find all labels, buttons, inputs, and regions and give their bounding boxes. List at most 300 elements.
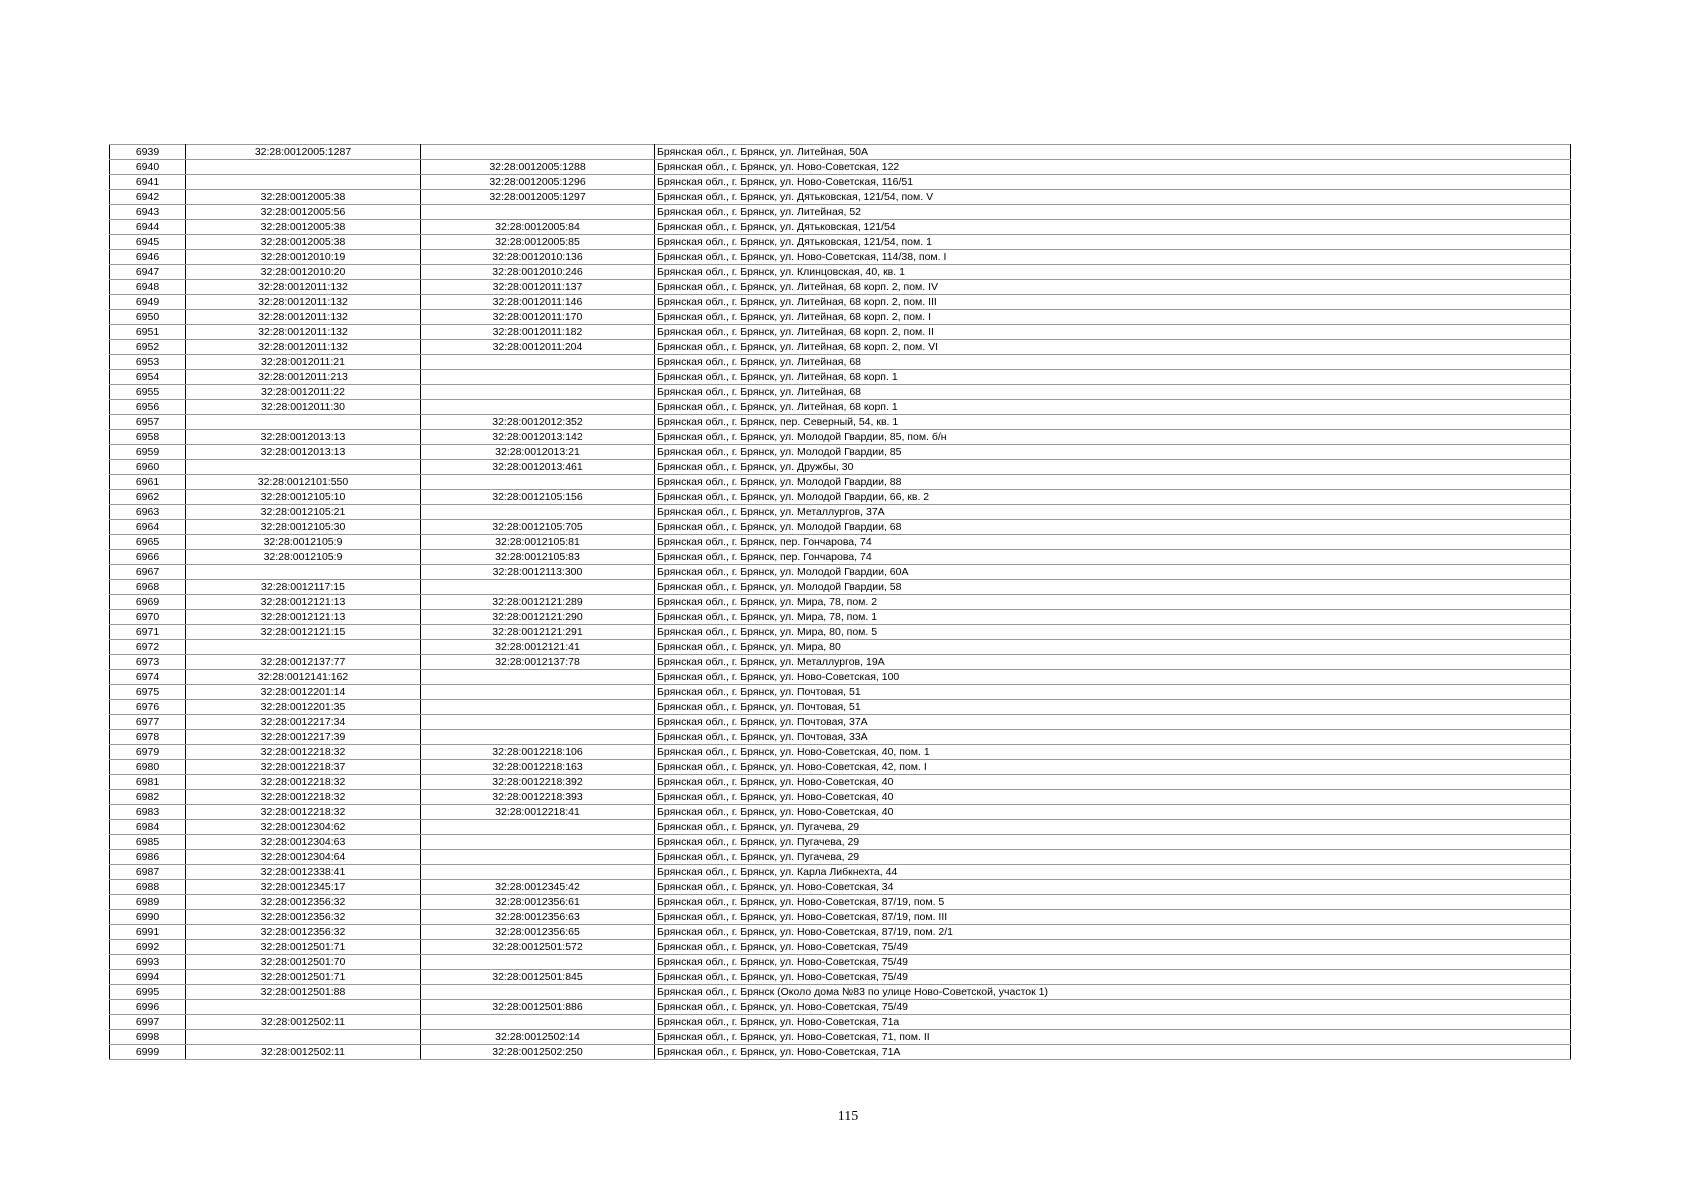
row-number-cell: 6987	[110, 865, 186, 880]
address-cell: Брянская обл., г. Брянск, ул. Литейная, 52	[655, 205, 1571, 220]
building-number-cell	[421, 865, 655, 880]
address-cell: Брянская обл., г. Брянск, ул. Мира, 78, пом. 1	[655, 610, 1571, 625]
land-parcel-number-cell: 32:28:0012345:17	[186, 880, 421, 895]
address-cell: Брянская обл., г. Брянск, ул. Дятьковская, 121/54	[655, 220, 1571, 235]
address-cell: Брянская обл., г. Брянск, ул. Ново-Советская, 100	[655, 670, 1571, 685]
address-cell: Брянская обл., г. Брянск, пер. Северный, 54, кв. 1	[655, 415, 1571, 430]
address-cell: Брянская обл., г. Брянск, ул. Ново-Советская, 71а	[655, 1015, 1571, 1030]
table-row	[110, 685, 1571, 700]
table-row	[110, 790, 1571, 805]
table-row	[110, 340, 1571, 355]
building-number-cell: 32:28:0012105:705	[421, 520, 655, 535]
row-number-cell: 6957	[110, 415, 186, 430]
building-number-cell	[421, 850, 655, 865]
land-parcel-number-cell: 32:28:0012005:56	[186, 205, 421, 220]
building-number-cell	[421, 700, 655, 715]
address-cell: Брянская обл., г. Брянск, ул. Литейная, 50А	[655, 145, 1571, 160]
row-number-cell: 6967	[110, 565, 186, 580]
table-row	[110, 850, 1571, 865]
row-number-cell: 6947	[110, 265, 186, 280]
address-cell: Брянская обл., г. Брянск, ул. Литейная, 68	[655, 385, 1571, 400]
table-row	[110, 760, 1571, 775]
row-number-cell: 6951	[110, 325, 186, 340]
address-cell: Брянская обл., г. Брянск, ул. Пугачева, 29	[655, 835, 1571, 850]
table-row	[110, 505, 1571, 520]
address-cell: Брянская обл., г. Брянск, ул. Ново-Советская, 40	[655, 790, 1571, 805]
table-row	[110, 865, 1571, 880]
building-number-cell: 32:28:0012005:1296	[421, 175, 655, 190]
land-parcel-number-cell: 32:28:0012105:9	[186, 550, 421, 565]
address-cell: Брянская обл., г. Брянск, ул. Ново-Советская, 71, пом. II	[655, 1030, 1571, 1045]
address-cell: Брянская обл., г. Брянск, ул. Карла Либкнехта, 44	[655, 865, 1571, 880]
land-parcel-number-cell: 32:28:0012304:63	[186, 835, 421, 850]
table-row	[110, 775, 1571, 790]
table-row	[110, 820, 1571, 835]
table-row	[110, 640, 1571, 655]
building-number-cell: 32:28:0012005:85	[421, 235, 655, 250]
building-number-cell	[421, 715, 655, 730]
building-number-cell: 32:28:0012013:21	[421, 445, 655, 460]
building-number-cell	[421, 670, 655, 685]
building-number-cell	[421, 730, 655, 745]
building-number-cell: 32:28:0012501:845	[421, 970, 655, 985]
table-row	[110, 190, 1571, 205]
building-number-cell	[421, 580, 655, 595]
land-parcel-number-cell: 32:28:0012304:64	[186, 850, 421, 865]
row-number-cell: 6966	[110, 550, 186, 565]
land-parcel-number-cell: 32:28:0012356:32	[186, 925, 421, 940]
row-number-cell: 6986	[110, 850, 186, 865]
land-parcel-number-cell: 32:28:0012011:132	[186, 310, 421, 325]
address-cell: Брянская обл., г. Брянск, ул. Молодой Гвардии, 88	[655, 475, 1571, 490]
address-cell: Брянская обл., г. Брянск, ул. Литейная, 68 корп. 2, пом. III	[655, 295, 1571, 310]
land-parcel-number-cell: 32:28:0012121:13	[186, 610, 421, 625]
building-number-cell: 32:28:0012502:250	[421, 1045, 655, 1060]
table-row	[110, 1045, 1571, 1060]
building-number-cell: 32:28:0012011:182	[421, 325, 655, 340]
table-row	[110, 595, 1571, 610]
table-row	[110, 970, 1571, 985]
table-row	[110, 565, 1571, 580]
registry-table-body	[110, 145, 1571, 1060]
address-cell: Брянская обл., г. Брянск, ул. Литейная, 68	[655, 355, 1571, 370]
address-cell: Брянская обл., г. Брянск, ул. Молодой Гвардии, 66, кв. 2	[655, 490, 1571, 505]
table-row	[110, 145, 1571, 160]
row-number-cell: 6955	[110, 385, 186, 400]
building-number-cell	[421, 1015, 655, 1030]
address-cell: Брянская обл., г. Брянск, ул. Мира, 78, пом. 2	[655, 595, 1571, 610]
land-parcel-number-cell: 32:28:0012217:39	[186, 730, 421, 745]
table-row	[110, 1030, 1571, 1045]
row-number-cell: 6958	[110, 430, 186, 445]
address-cell: Брянская обл., г. Брянск, ул. Клинцовская, 40, кв. 1	[655, 265, 1571, 280]
building-number-cell: 32:28:0012005:1288	[421, 160, 655, 175]
land-parcel-number-cell: 32:28:0012201:14	[186, 685, 421, 700]
land-parcel-number-cell: 32:28:0012011:132	[186, 325, 421, 340]
row-number-cell: 6978	[110, 730, 186, 745]
row-number-cell: 6997	[110, 1015, 186, 1030]
land-parcel-number-cell: 32:28:0012105:30	[186, 520, 421, 535]
table-row	[110, 355, 1571, 370]
table-row	[110, 205, 1571, 220]
row-number-cell: 6939	[110, 145, 186, 160]
address-cell: Брянская обл., г. Брянск, ул. Ново-Советская, 87/19, пом. 2/1	[655, 925, 1571, 940]
land-parcel-number-cell	[186, 175, 421, 190]
building-number-cell: 32:28:0012113:300	[421, 565, 655, 580]
table-row	[110, 370, 1571, 385]
land-parcel-number-cell: 32:28:0012201:35	[186, 700, 421, 715]
row-number-cell: 6946	[110, 250, 186, 265]
land-parcel-number-cell: 32:28:0012011:213	[186, 370, 421, 385]
land-parcel-number-cell	[186, 160, 421, 175]
building-number-cell: 32:28:0012356:65	[421, 925, 655, 940]
row-number-cell: 6992	[110, 940, 186, 955]
table-row	[110, 625, 1571, 640]
address-cell: Брянская обл., г. Брянск, пер. Гончарова, 74	[655, 535, 1571, 550]
table-row	[110, 985, 1571, 1000]
table-row	[110, 835, 1571, 850]
address-cell: Брянская обл., г. Брянск, ул. Ново-Советская, 40, пом. 1	[655, 745, 1571, 760]
table-row	[110, 445, 1571, 460]
land-parcel-number-cell: 32:28:0012105:21	[186, 505, 421, 520]
building-number-cell: 32:28:0012356:61	[421, 895, 655, 910]
row-number-cell: 6971	[110, 625, 186, 640]
address-cell: Брянская обл., г. Брянск, ул. Ново-Советская, 87/19, пом. 5	[655, 895, 1571, 910]
table-row	[110, 535, 1571, 550]
address-cell: Брянская обл., г. Брянск, ул. Ново-Советская, 116/51	[655, 175, 1571, 190]
row-number-cell: 6962	[110, 490, 186, 505]
table-row	[110, 430, 1571, 445]
address-cell: Брянская обл., г. Брянск, ул. Мира, 80, пом. 5	[655, 625, 1571, 640]
land-parcel-number-cell: 32:28:0012011:132	[186, 295, 421, 310]
row-number-cell: 6943	[110, 205, 186, 220]
table-row	[110, 490, 1571, 505]
row-number-cell: 6984	[110, 820, 186, 835]
table-row	[110, 745, 1571, 760]
land-parcel-number-cell	[186, 565, 421, 580]
address-cell: Брянская обл., г. Брянск, ул. Металлургов, 37А	[655, 505, 1571, 520]
address-cell: Брянская обл., г. Брянск, ул. Ново-Советская, 34	[655, 880, 1571, 895]
table-row	[110, 160, 1571, 175]
building-number-cell: 32:28:0012010:246	[421, 265, 655, 280]
building-number-cell: 32:28:0012137:78	[421, 655, 655, 670]
row-number-cell: 6998	[110, 1030, 186, 1045]
building-number-cell: 32:28:0012013:142	[421, 430, 655, 445]
address-cell: Брянская обл., г. Брянск, ул. Литейная, 68 корп. 1	[655, 400, 1571, 415]
land-parcel-number-cell	[186, 415, 421, 430]
land-parcel-number-cell: 32:28:0012011:132	[186, 280, 421, 295]
land-parcel-number-cell: 32:28:0012218:32	[186, 790, 421, 805]
address-cell: Брянская обл., г. Брянск, ул. Почтовая, 33А	[655, 730, 1571, 745]
address-cell: Брянская обл., г. Брянск (Около дома №83 по улице Ново-Советской, участок 1)	[655, 985, 1571, 1000]
row-number-cell: 6995	[110, 985, 186, 1000]
address-cell: Брянская обл., г. Брянск, ул. Дятьковская, 121/54, пом. V	[655, 190, 1571, 205]
building-number-cell: 32:28:0012218:106	[421, 745, 655, 760]
land-parcel-number-cell: 32:28:0012105:10	[186, 490, 421, 505]
row-number-cell: 6942	[110, 190, 186, 205]
land-parcel-number-cell: 32:28:0012356:32	[186, 910, 421, 925]
row-number-cell: 6948	[110, 280, 186, 295]
land-parcel-number-cell: 32:28:0012218:37	[186, 760, 421, 775]
building-number-cell: 32:28:0012218:41	[421, 805, 655, 820]
registry-table	[109, 144, 1571, 1060]
row-number-cell: 6972	[110, 640, 186, 655]
land-parcel-number-cell: 32:28:0012137:77	[186, 655, 421, 670]
row-number-cell: 6953	[110, 355, 186, 370]
land-parcel-number-cell: 32:28:0012013:13	[186, 445, 421, 460]
address-cell: Брянская обл., г. Брянск, ул. Литейная, 68 корп. 2, пом. I	[655, 310, 1571, 325]
table-row	[110, 610, 1571, 625]
row-number-cell: 6988	[110, 880, 186, 895]
address-cell: Брянская обл., г. Брянск, ул. Почтовая, 37А	[655, 715, 1571, 730]
building-number-cell: 32:28:0012218:393	[421, 790, 655, 805]
land-parcel-number-cell: 32:28:0012218:32	[186, 745, 421, 760]
land-parcel-number-cell: 32:28:0012105:9	[186, 535, 421, 550]
land-parcel-number-cell	[186, 460, 421, 475]
row-number-cell: 6949	[110, 295, 186, 310]
address-cell: Брянская обл., г. Брянск, ул. Ново-Советская, 42, пом. I	[655, 760, 1571, 775]
land-parcel-number-cell: 32:28:0012217:34	[186, 715, 421, 730]
address-cell: Брянская обл., г. Брянск, ул. Ново-Советская, 75/49	[655, 970, 1571, 985]
land-parcel-number-cell: 32:28:0012005:38	[186, 235, 421, 250]
row-number-cell: 6974	[110, 670, 186, 685]
table-row	[110, 715, 1571, 730]
building-number-cell: 32:28:0012121:289	[421, 595, 655, 610]
building-number-cell: 32:28:0012121:41	[421, 640, 655, 655]
land-parcel-number-cell: 32:28:0012501:71	[186, 970, 421, 985]
row-number-cell: 6991	[110, 925, 186, 940]
building-number-cell: 32:28:0012105:83	[421, 550, 655, 565]
row-number-cell: 6952	[110, 340, 186, 355]
address-cell: Брянская обл., г. Брянск, ул. Почтовая, 51	[655, 700, 1571, 715]
building-number-cell: 32:28:0012011:137	[421, 280, 655, 295]
address-cell: Брянская обл., г. Брянск, ул. Металлургов, 19А	[655, 655, 1571, 670]
land-parcel-number-cell: 32:28:0012501:71	[186, 940, 421, 955]
land-parcel-number-cell: 32:28:0012356:32	[186, 895, 421, 910]
table-row	[110, 925, 1571, 940]
land-parcel-number-cell: 32:28:0012013:13	[186, 430, 421, 445]
table-row	[110, 220, 1571, 235]
row-number-cell: 6956	[110, 400, 186, 415]
building-number-cell: 32:28:0012011:170	[421, 310, 655, 325]
row-number-cell: 6964	[110, 520, 186, 535]
building-number-cell	[421, 475, 655, 490]
table-row	[110, 1015, 1571, 1030]
table-row	[110, 475, 1571, 490]
row-number-cell: 6990	[110, 910, 186, 925]
row-number-cell: 6983	[110, 805, 186, 820]
address-cell: Брянская обл., г. Брянск, ул. Литейная, 68 корп. 2, пом. VI	[655, 340, 1571, 355]
land-parcel-number-cell: 32:28:0012101:550	[186, 475, 421, 490]
address-cell: Брянская обл., г. Брянск, ул. Ново-Советская, 40	[655, 775, 1571, 790]
address-cell: Брянская обл., г. Брянск, ул. Ново-Советская, 75/49	[655, 1000, 1571, 1015]
table-row	[110, 265, 1571, 280]
table-row	[110, 895, 1571, 910]
table-row	[110, 955, 1571, 970]
building-number-cell: 32:28:0012005:84	[421, 220, 655, 235]
building-number-cell	[421, 385, 655, 400]
building-number-cell: 32:28:0012011:146	[421, 295, 655, 310]
building-number-cell	[421, 685, 655, 700]
table-row	[110, 310, 1571, 325]
building-number-cell	[421, 400, 655, 415]
address-cell: Брянская обл., г. Брянск, ул. Молодой Гвардии, 60А	[655, 565, 1571, 580]
building-number-cell: 32:28:0012501:572	[421, 940, 655, 955]
building-number-cell: 32:28:0012121:290	[421, 610, 655, 625]
table-row	[110, 580, 1571, 595]
building-number-cell: 32:28:0012345:42	[421, 880, 655, 895]
row-number-cell: 6965	[110, 535, 186, 550]
row-number-cell: 6994	[110, 970, 186, 985]
address-cell: Брянская обл., г. Брянск, ул. Литейная, 68 корп. 2, пом. II	[655, 325, 1571, 340]
table-row	[110, 250, 1571, 265]
address-cell: Брянская обл., г. Брянск, ул. Молодой Гвардии, 85	[655, 445, 1571, 460]
row-number-cell: 6959	[110, 445, 186, 460]
land-parcel-number-cell: 32:28:0012502:11	[186, 1015, 421, 1030]
row-number-cell: 6968	[110, 580, 186, 595]
row-number-cell: 6975	[110, 685, 186, 700]
row-number-cell: 6945	[110, 235, 186, 250]
land-parcel-number-cell: 32:28:0012011:30	[186, 400, 421, 415]
table-row	[110, 940, 1571, 955]
table-row	[110, 235, 1571, 250]
building-number-cell	[421, 820, 655, 835]
table-row	[110, 550, 1571, 565]
table-row	[110, 280, 1571, 295]
row-number-cell: 6981	[110, 775, 186, 790]
address-cell: Брянская обл., г. Брянск, ул. Дятьковская, 121/54, пом. 1	[655, 235, 1571, 250]
table-row	[110, 910, 1571, 925]
row-number-cell: 6993	[110, 955, 186, 970]
row-number-cell: 6999	[110, 1045, 186, 1060]
row-number-cell: 6980	[110, 760, 186, 775]
table-row	[110, 460, 1571, 475]
building-number-cell: 32:28:0012218:392	[421, 775, 655, 790]
land-parcel-number-cell: 32:28:0012011:132	[186, 340, 421, 355]
address-cell: Брянская обл., г. Брянск, ул. Литейная, 68 корп. 2, пом. IV	[655, 280, 1571, 295]
row-number-cell: 6960	[110, 460, 186, 475]
row-number-cell: 6989	[110, 895, 186, 910]
land-parcel-number-cell: 32:28:0012117:15	[186, 580, 421, 595]
row-number-cell: 6982	[110, 790, 186, 805]
land-parcel-number-cell: 32:28:0012218:32	[186, 775, 421, 790]
building-number-cell: 32:28:0012218:163	[421, 760, 655, 775]
row-number-cell: 6970	[110, 610, 186, 625]
table-row	[110, 880, 1571, 895]
address-cell: Брянская обл., г. Брянск, ул. Пугачева, 29	[655, 820, 1571, 835]
row-number-cell: 6963	[110, 505, 186, 520]
building-number-cell: 32:28:0012121:291	[421, 625, 655, 640]
row-number-cell: 6973	[110, 655, 186, 670]
address-cell: Брянская обл., г. Брянск, ул. Ново-Советская, 75/49	[655, 940, 1571, 955]
table-row	[110, 295, 1571, 310]
address-cell: Брянская обл., г. Брянск, ул. Ново-Советская, 40	[655, 805, 1571, 820]
land-parcel-number-cell: 32:28:0012502:11	[186, 1045, 421, 1060]
building-number-cell: 32:28:0012011:204	[421, 340, 655, 355]
building-number-cell: 32:28:0012502:14	[421, 1030, 655, 1045]
address-cell: Брянская обл., г. Брянск, пер. Гончарова, 74	[655, 550, 1571, 565]
land-parcel-number-cell: 32:28:0012218:32	[186, 805, 421, 820]
address-cell: Брянская обл., г. Брянск, ул. Пугачева, 29	[655, 850, 1571, 865]
address-cell: Брянская обл., г. Брянск, ул. Молодой Гвардии, 58	[655, 580, 1571, 595]
row-number-cell: 6996	[110, 1000, 186, 1015]
row-number-cell: 6954	[110, 370, 186, 385]
building-number-cell	[421, 370, 655, 385]
building-number-cell	[421, 145, 655, 160]
table-row	[110, 175, 1571, 190]
page-number: 115	[837, 1109, 859, 1124]
row-number-cell: 6961	[110, 475, 186, 490]
table-row	[110, 730, 1571, 745]
address-cell: Брянская обл., г. Брянск, ул. Ново-Советская, 75/49	[655, 955, 1571, 970]
building-number-cell	[421, 505, 655, 520]
building-number-cell	[421, 985, 655, 1000]
address-cell: Брянская обл., г. Брянск, ул. Ново-Советская, 71А	[655, 1045, 1571, 1060]
land-parcel-number-cell: 32:28:0012121:13	[186, 595, 421, 610]
address-cell: Брянская обл., г. Брянск, ул. Молодой Гвардии, 85, пом. б/н	[655, 430, 1571, 445]
land-parcel-number-cell: 32:28:0012005:38	[186, 220, 421, 235]
table-row	[110, 805, 1571, 820]
table-row	[110, 670, 1571, 685]
table-row	[110, 655, 1571, 670]
table-row	[110, 520, 1571, 535]
building-number-cell: 32:28:0012012:352	[421, 415, 655, 430]
building-number-cell	[421, 355, 655, 370]
building-number-cell: 32:28:0012010:136	[421, 250, 655, 265]
table-row	[110, 385, 1571, 400]
building-number-cell	[421, 955, 655, 970]
row-number-cell: 6944	[110, 220, 186, 235]
land-parcel-number-cell: 32:28:0012304:62	[186, 820, 421, 835]
building-number-cell: 32:28:0012501:886	[421, 1000, 655, 1015]
land-parcel-number-cell: 32:28:0012010:20	[186, 265, 421, 280]
address-cell: Брянская обл., г. Брянск, ул. Ново-Советская, 87/19, пом. III	[655, 910, 1571, 925]
row-number-cell: 6940	[110, 160, 186, 175]
table-row	[110, 1000, 1571, 1015]
building-number-cell: 32:28:0012356:63	[421, 910, 655, 925]
address-cell: Брянская обл., г. Брянск, ул. Мира, 80	[655, 640, 1571, 655]
land-parcel-number-cell	[186, 1000, 421, 1015]
building-number-cell: 32:28:0012105:81	[421, 535, 655, 550]
land-parcel-number-cell: 32:28:0012501:70	[186, 955, 421, 970]
address-cell: Брянская обл., г. Брянск, ул. Почтовая, 51	[655, 685, 1571, 700]
table-row	[110, 700, 1571, 715]
address-cell: Брянская обл., г. Брянск, ул. Ново-Советская, 122	[655, 160, 1571, 175]
land-parcel-number-cell: 32:28:0012501:88	[186, 985, 421, 1000]
row-number-cell: 6941	[110, 175, 186, 190]
building-number-cell: 32:28:0012105:156	[421, 490, 655, 505]
address-cell: Брянская обл., г. Брянск, ул. Литейная, 68 корп. 1	[655, 370, 1571, 385]
land-parcel-number-cell: 32:28:0012011:22	[186, 385, 421, 400]
row-number-cell: 6979	[110, 745, 186, 760]
land-parcel-number-cell: 32:28:0012338:41	[186, 865, 421, 880]
land-parcel-number-cell: 32:28:0012141:162	[186, 670, 421, 685]
row-number-cell: 6976	[110, 700, 186, 715]
land-parcel-number-cell	[186, 640, 421, 655]
address-cell: Брянская обл., г. Брянск, ул. Молодой Гвардии, 68	[655, 520, 1571, 535]
building-number-cell: 32:28:0012005:1297	[421, 190, 655, 205]
building-number-cell	[421, 835, 655, 850]
table-row	[110, 400, 1571, 415]
land-parcel-number-cell	[186, 1030, 421, 1045]
land-parcel-number-cell: 32:28:0012005:1287	[186, 145, 421, 160]
land-parcel-number-cell: 32:28:0012010:19	[186, 250, 421, 265]
row-number-cell: 6950	[110, 310, 186, 325]
land-parcel-number-cell: 32:28:0012005:38	[186, 190, 421, 205]
table-row	[110, 415, 1571, 430]
building-number-cell: 32:28:0012013:461	[421, 460, 655, 475]
row-number-cell: 6977	[110, 715, 186, 730]
